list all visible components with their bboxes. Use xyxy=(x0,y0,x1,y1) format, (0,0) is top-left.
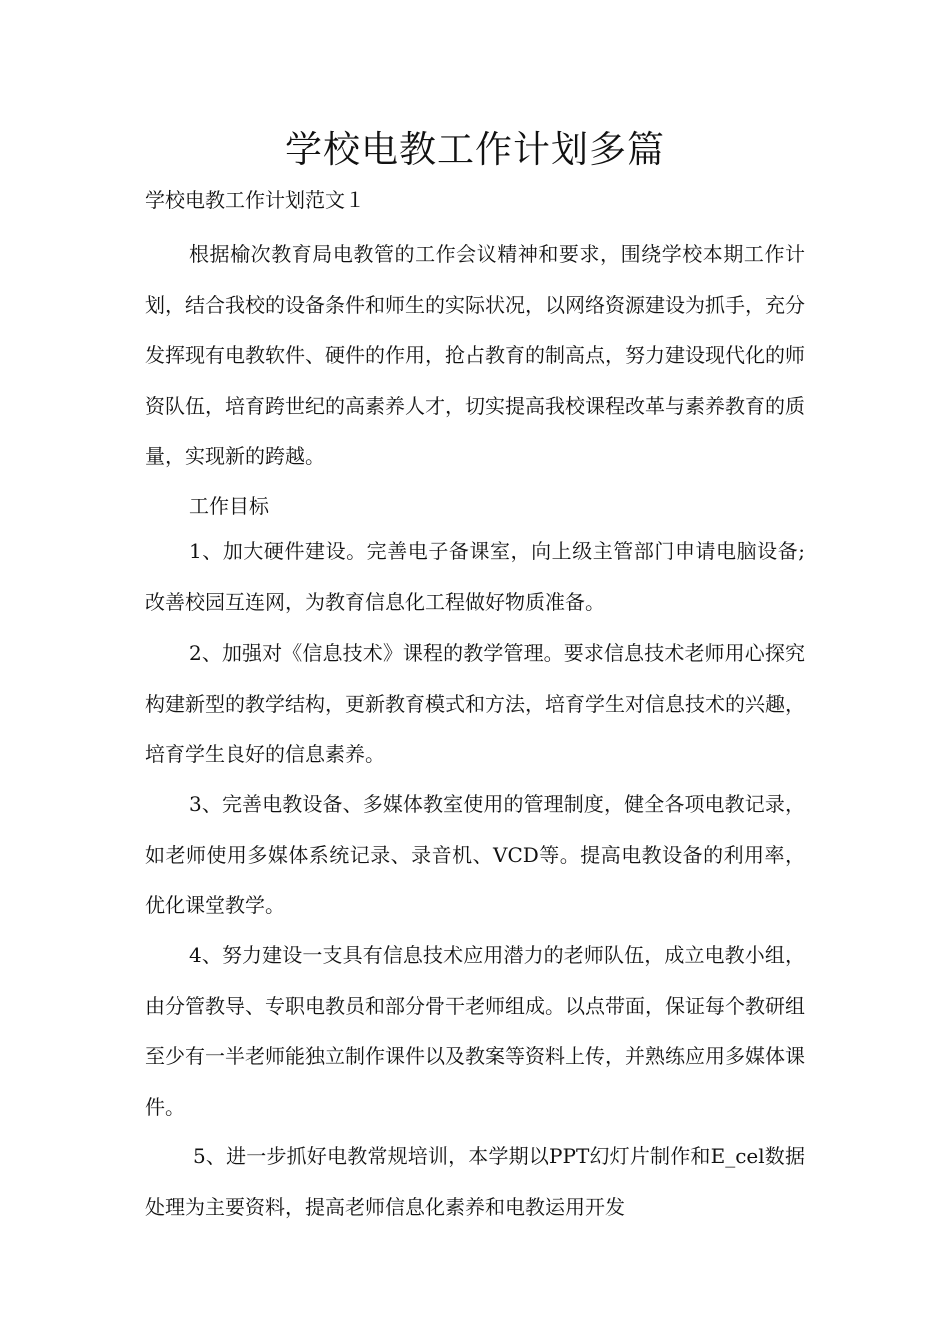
goal-item-5: 5、进一步抓好电教常规培训，本学期以PPT幻灯片制作和E_cel数据处理为主要资料，提高老师信息化素养和电教运用开发 xyxy=(145,1144,805,1219)
goal-item-2: 2、加强对《信息技术》课程的教学管理。要求信息技术老师用心探究构建新型的教学结构，更新教育模式和方法，培育学生对信息技术的兴趣，培育学生良好的信息素养。 xyxy=(145,641,805,766)
goal-item-3: 3、完善电教设备、多媒体教室使用的管理制度，健全各项电教记录，如老师使用多媒体系统记录、录音机、VCD等。提高电教设备的利用率，优化课堂教学。 xyxy=(145,792,805,917)
goal-item-1: 1、加大硬件建设。完善电子备课室，向上级主管部门申请电脑设备;改善校园互连网，为教育信息化工程做好物质准备。 xyxy=(145,539,805,614)
goals-heading: 工作目标 xyxy=(189,494,269,518)
section-subtitle: 学校电教工作计划范文１ xyxy=(145,188,365,212)
goal-item-4: 4、努力建设一支具有信息技术应用潜力的老师队伍，成立电教小组，由分管教导、专职电教员和部分骨干老师组成。以点带面，保证每个教研组至少有一半老师能独立制作课件以及教案等资料上传，并熟练应用多媒体课件。 xyxy=(145,943,805,1119)
intro-paragraph: 根据榆次教育局电教管的工作会议精神和要求，围绕学校本期工作计划，结合我校的设备条件和师生的实际状况，以网络资源建设为抓手，充分发挥现有电教软件、硬件的作用，抢占教育的制高点，努力建设现代化的师资队伍，培育跨世纪的高素养人才，切实提高我校课程改革与素养教育的质量，实现新的跨越。 xyxy=(145,242,805,468)
document-title: 学校电教工作计划多篇 xyxy=(285,128,665,171)
